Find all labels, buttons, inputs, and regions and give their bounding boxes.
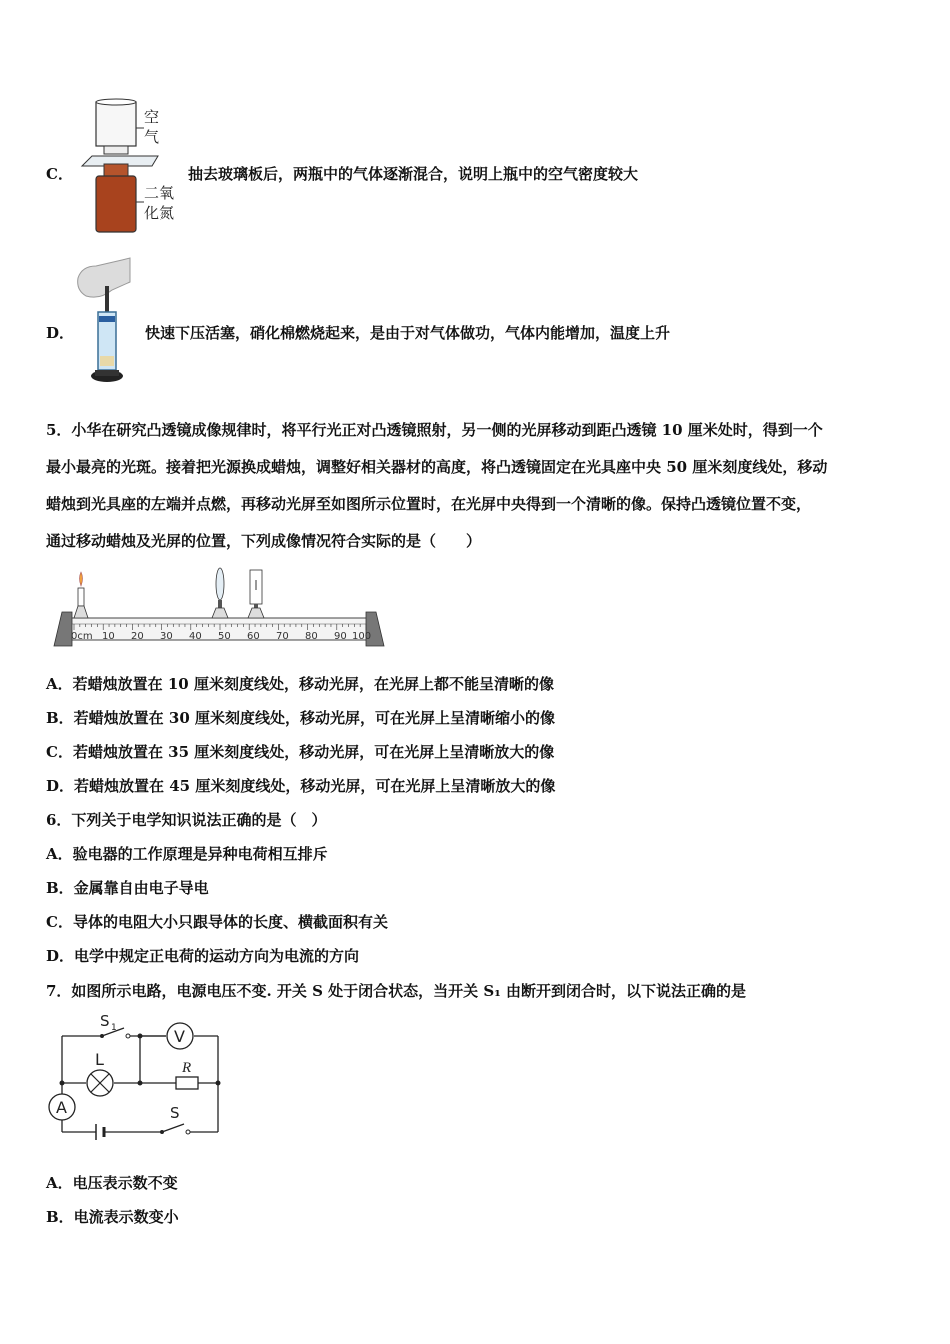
resistor-label: R (182, 1060, 192, 1076)
gas-diffusion-figure (78, 98, 188, 240)
q5-stem-line-3: 蜡烛到光具座的左端并点燃，再移动光屏至如图所示位置时，在光屏中央得到一个清晰的像。保持凸透镜位置不变， (46, 495, 812, 513)
ruler-label: 100 (352, 631, 372, 642)
q5-stem-line-2: 最小最亮的光斑。接着把光源换成蜡烛，调整好相关器材的高度，将凸透镜固定在光具座中央 50 厘米刻度线处，移动 (46, 458, 828, 476)
q4-option-c-text: 抽去玻璃板后，两瓶中的气体逐渐混合，说明上瓶中的空气密度较大 (188, 165, 639, 183)
q6-option-a: A．验电器的工作原理是异种电荷相互排斥 (46, 845, 328, 863)
ammeter-label: A (56, 1098, 67, 1117)
ruler-label: 10 (102, 631, 115, 642)
q5-option-b: B．若蜡烛放置在 30 厘米刻度线处，移动光屏，可在光屏上呈清晰缩小的像 (46, 709, 555, 727)
lamp-label: L (95, 1050, 104, 1069)
resistor-icon (176, 1077, 198, 1089)
q5-option-c: C．若蜡烛放置在 35 厘米刻度线处，移动光屏，可在光屏上呈清晰放大的像 (46, 743, 555, 761)
circuit-diagram (42, 1008, 232, 1148)
ruler-label: 40 (189, 631, 202, 642)
voltmeter-label: V (174, 1027, 185, 1046)
switch-s1-label: S (100, 1012, 110, 1030)
convex-lens-icon (212, 568, 228, 618)
q7-stem: 7．如图所示电路，电源电压不变. 开关 S 处于闭合状态，当开关 S₁ 由断开到闭合时，以下说法正确的是 (46, 982, 747, 1000)
q4-option-c-letter: C． (46, 165, 73, 183)
q4-option-d-letter: D． (46, 324, 75, 342)
q6-option-d: D．电学中规定正电荷的运动方向为电流的方向 (46, 947, 360, 965)
ruler-label: 70 (276, 631, 289, 642)
q5-stem-line-1: 5．小华在研究凸透镜成像规律时，将平行光正对凸透镜照射，另一侧的光屏移动到距凸透镜 10 厘米处时，得到一个 (46, 421, 823, 439)
ruler-label: 60 (247, 631, 260, 642)
ruler-label: 90 (334, 631, 347, 642)
light-screen-icon (248, 570, 264, 618)
q7-option-a: A．电压表示数不变 (46, 1174, 178, 1192)
piston-compression-figure (72, 256, 142, 392)
fig-label-no2-2: 化氮 (144, 204, 175, 222)
q7-option-b: B．电流表示数变小 (46, 1208, 179, 1226)
fig-label-air-1: 空 (144, 108, 160, 126)
fig-label-no2-1: 二氧 (144, 184, 175, 202)
switch-s-label: S (170, 1104, 180, 1122)
candle-icon (74, 572, 88, 618)
fig-label-air-2: 气 (144, 128, 160, 146)
q6-stem: 6．下列关于电学知识说法正确的是（ ） (46, 811, 327, 829)
q6-option-b: B．金属靠自由电子导电 (46, 879, 209, 897)
q5-stem-line-4: 通过移动蜡烛及光屏的位置，下列成像情况符合实际的是（ ） (46, 532, 482, 550)
q5-option-d: D．若蜡烛放置在 45 厘米刻度线处，移动光屏，可在光屏上呈清晰放大的像 (46, 777, 556, 795)
ruler-label: 20 (131, 631, 144, 642)
ruler-label: 50 (218, 631, 231, 642)
q6-option-c: C．导体的电阻大小只跟导体的长度、横截面积有关 (46, 913, 388, 931)
ruler-label: 80 (305, 631, 318, 642)
ruler-label: 30 (160, 631, 173, 642)
q5-option-a: A．若蜡烛放置在 10 厘米刻度线处，移动光屏，在光屏上都不能呈清晰的像 (46, 675, 554, 693)
switch-s1-subscript: 1 (111, 1023, 117, 1033)
optical-bench-figure (48, 566, 393, 650)
q4-option-d-text: 快速下压活塞，硝化棉燃烧起来，是由于对气体做功，气体内能增加，温度上升 (145, 324, 671, 342)
ruler-label: 0cm (71, 631, 93, 642)
